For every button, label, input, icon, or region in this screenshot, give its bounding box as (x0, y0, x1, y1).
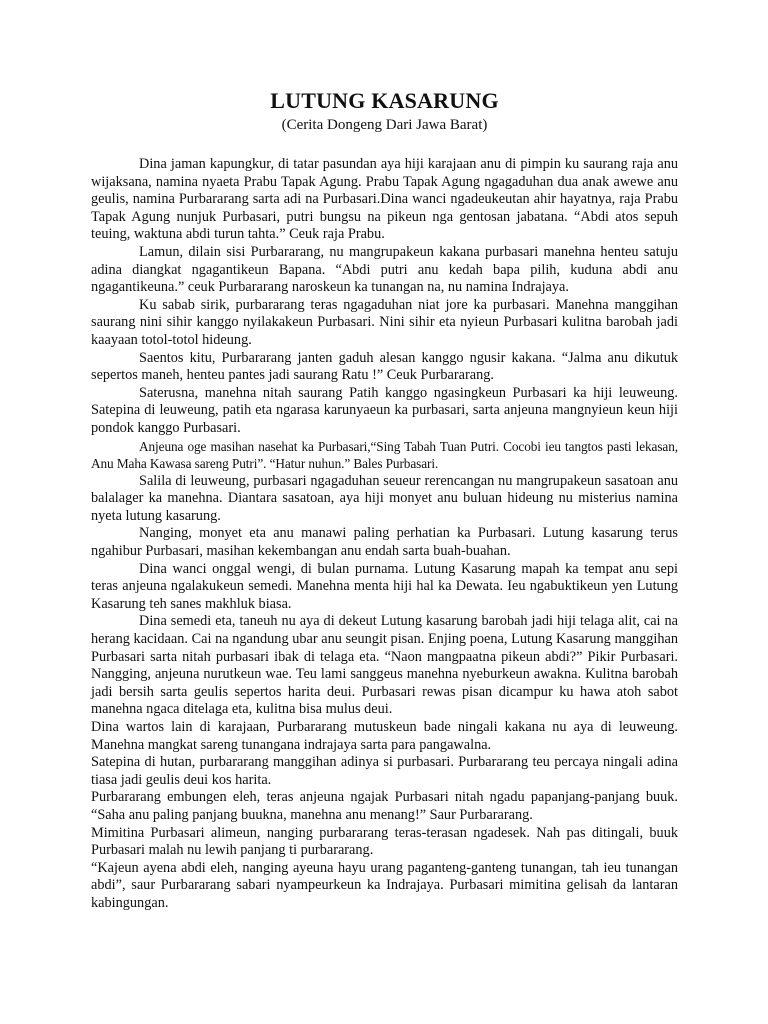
paragraph-3: Ku sabab sirik, purbararang teras ngagaduhan niat jore ka purbasari. Manehna manggihan saurang nini sihir kanggo nyilakakeun Purbasari. Nini sihir eta nyieun Purbasari kulitna barobah jadi kaayaan totol-totol hideung. (91, 296, 678, 348)
paragraph-7: Salila di leuweung, purbasari ngagaduhan seueur rerencangan nu mangrupakeun sasatoan anu balalager ka manehna. Diantara sasatoan, aya hiji monyet anu buluan hideung nu misterius namina nyeta lutung kasarung. (91, 472, 678, 524)
paragraph-13: Purbararang embungen eleh, teras anjeuna ngajak Purbasari nitah ngadu papanjang-panjang buuk. “Saha anu paling panjang buukna, manehna anu menang!” Saur Purbararang. (91, 789, 678, 823)
paragraph-15: “Kajeun ayena abdi eleh, nanging ayeuna hayu urang paganteng-ganteng tunangan, tah ieu tunangan abdi”, saur Purbararang sabari nyampeurkeun ka Indrajaya. Purbasari mimitina gelisah da lantaran kabingungan. (91, 859, 678, 911)
paragraph-9: Dina wanci onggal wengi, di bulan purnama. Lutung Kasarung mapah ka tempat anu sepi teras anjeuna ngalakukeun semedi. Manehna menta hiji hal ka Dewata. Ieu ngabuktikeun yen Lutung Kasarung teh sanes makhluk biasa. (91, 560, 678, 612)
paragraph-1: Dina jaman kapungkur, di tatar pasundan aya hiji karajaan anu di pimpin ku saurang raja anu wijaksana, namina nyaeta Prabu Tapak Agung. Prabu Tapak Agung ngagaduhan dua anak awewe anu geulis, namina Purbararang sarta adi na Purbasari.Dina wanci ngadeukeutan ahir hayatnya, raja Prabu Tapak Agung nunjuk Purbasari, putri bungsu na pikeun nga gentosan jabatana. “Abdi atos sepuh teuing, waktuna abdi turun tahta.” Ceuk raja Prabu. (91, 156, 678, 243)
document-body (91, 156, 678, 913)
paragraph-4: Saentos kitu, Purbararang janten gaduh alesan kanggo ngusir kakana. “Jalma anu dikutuk sepertos maneh, henteu pantes jadi saurang Ratu !” Ceuk Purbararang. (91, 349, 678, 384)
document-subtitle: (Cerita Dongeng Dari Jawa Barat) (281, 117, 488, 133)
document-title: LUTUNG KASARUNG (270, 88, 499, 113)
paragraph-2: Lamun, dilain sisi Purbararang, nu mangrupakeun kakana purbasari manehna henteu satuju adina diangkat ngagantikeun Bapana. “Abdi putri anu kedah bapa pilih, kuduna abdi anu ngagantikeuna.” ceuk Purbararang naroskeun ka tunangan na, nu namina Indrajaya. (91, 243, 678, 296)
paragraph-11: Dina wartos lain di karajaan, Purbararang mutuskeun bade ningali kakana nu aya di leuweung. Manehna mangkat sareng tunangana indrajaya sarta para pangawalna. (91, 719, 678, 753)
paragraph-10: Dina semedi eta, taneuh nu aya di dekeut Lutung kasarung barobah jadi hiji telaga alit, cai na herang kacidaan. Cai na ngandung ubar anu seungit pisan. Enjing poena, Lutung Kasarung manggihan Purbasari sarta nitah purbasari ibak di telaga eta. “Naon mangpaatna pikeun abdi?” Pikir Purbasari. Nangging, anjeuna nurutkeun wae. Teu lami sanggeus manehna nyeburkeun awakna. Kulitna barobah jadi bersih sarta geulis sepertos harita deui. Purbasari rewas pisan dicampur ku hawa atoh sabot manehna ngaca ditelaga eta, kulitna bisa mulus deui. (91, 613, 678, 718)
paragraph-12: Satepina di hutan, purbararang manggihan adinya si purbasari. Purbararang teu percaya ningali adina tiasa jadi geulis deui kos harita. (91, 754, 678, 788)
paragraph-6: Anjeuna oge masihan nasehat ka Purbasari,“Sing Tabah Tuan Putri. Cocobi ieu tangtos pasti lekasan, Anu Maha Kawasa sareng Putri”. “Hatur nuhun.” Bales Purbasari. (91, 438, 678, 472)
paragraph-5: Saterusna, manehna nitah saurang Patih kanggo ngasingkeun Purbasari ka hiji leuweung. Satepina di leuweung, patih eta ngarasa karunyaeun ka purbasari, sarta anjeuna mangnyieun keun hiji pondok kanggo Purbasari. (91, 384, 678, 436)
paragraph-8: Nanging, monyet eta anu manawi paling perhatian ka Purbasari. Lutung kasarung terus ngahibur Purbasari, masihan kekembangan anu endah sarta buah-buahan. (91, 525, 678, 560)
paragraph-14: Mimitina Purbasari alimeun, nanging purbararang teras-terasan ngadesek. Nah pas ditingali, buuk Purbasari malah nu lewih panjang ti purbararang. (91, 824, 678, 859)
